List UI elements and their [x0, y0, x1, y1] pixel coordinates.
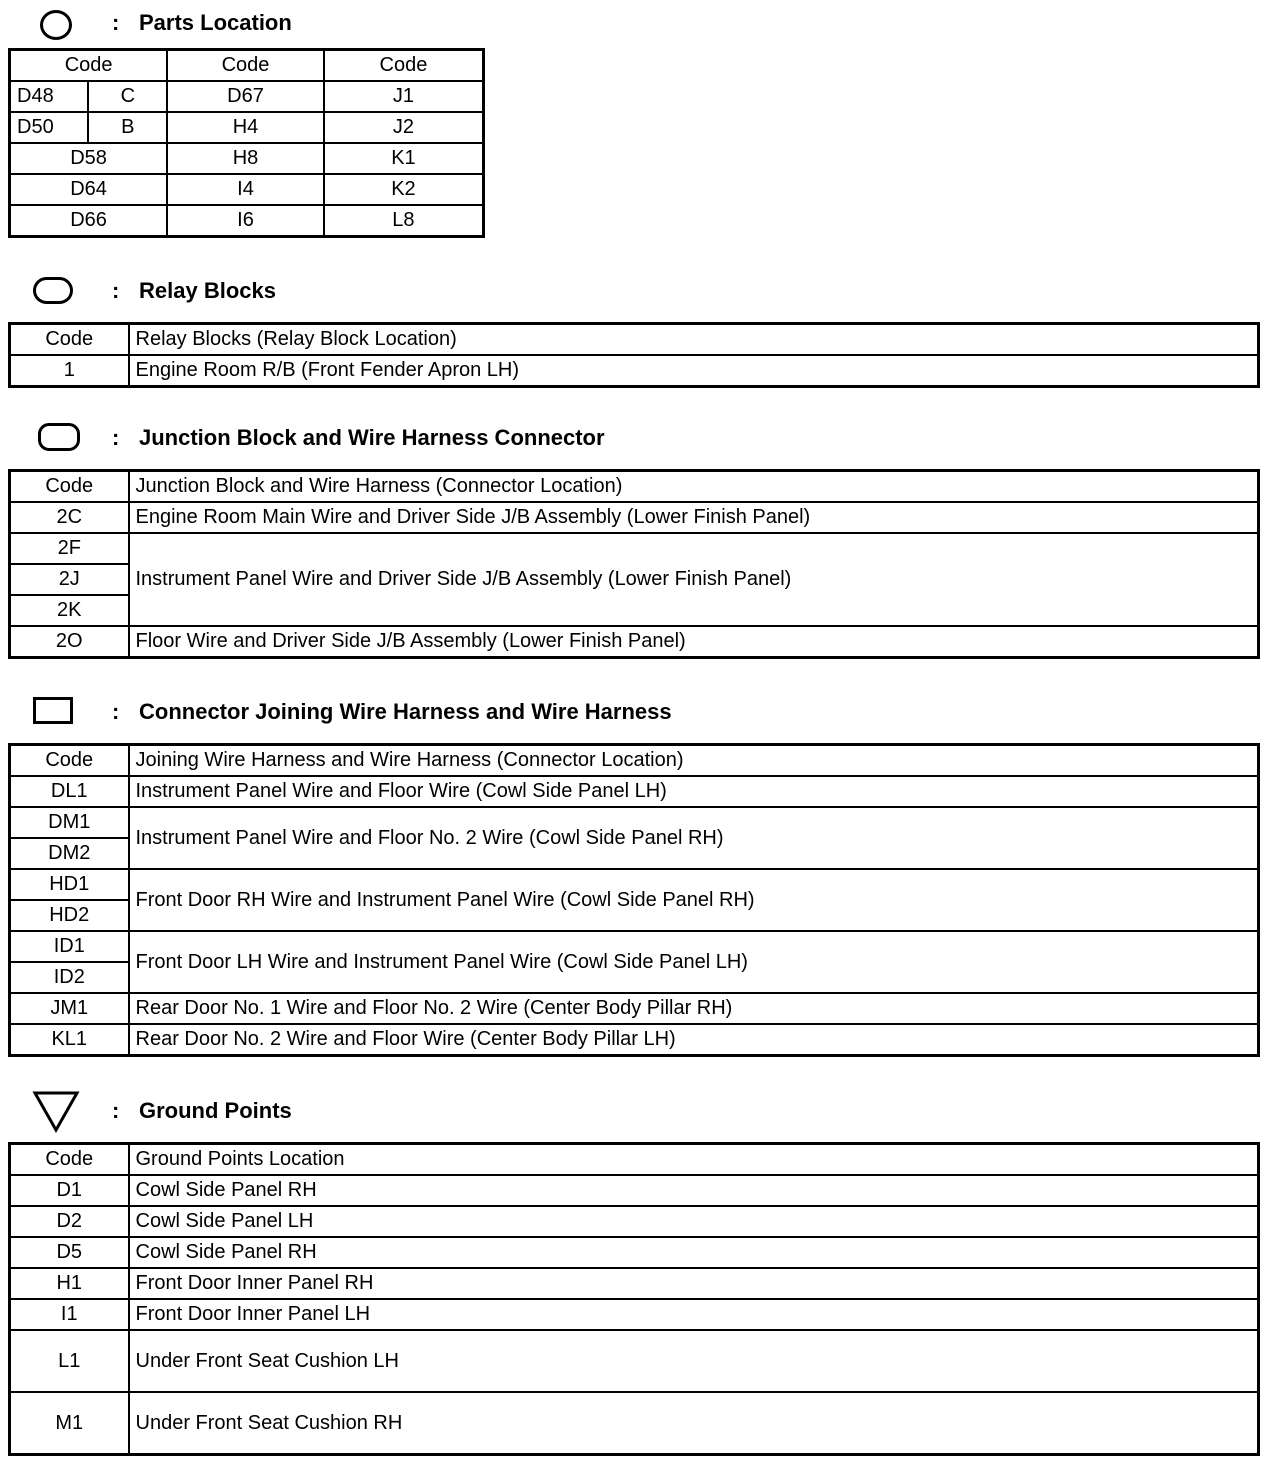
junction-block-table — [8, 469, 1260, 659]
row-code: DM2 — [10, 838, 129, 869]
table-row — [10, 993, 1259, 1024]
table-header-row — [10, 471, 1259, 503]
row-code: ID2 — [10, 962, 129, 993]
row-code: 2J — [10, 564, 129, 595]
location-header: Junction Block and Wire Harness (Connector Location) — [129, 471, 1259, 503]
row-location: Instrument Panel Wire and Driver Side J/B Assembly (Lower Finish Panel) — [129, 533, 1259, 626]
table-row — [10, 533, 1259, 564]
table-row — [10, 776, 1259, 807]
connector-joining-title: Connector Joining Wire Harness and Wire Harness — [139, 699, 672, 724]
row-code: 1 — [10, 355, 129, 387]
row-location: Instrument Panel Wire and Floor No. 2 Wire (Cowl Side Panel RH) — [129, 807, 1259, 869]
row-code: 2O — [10, 626, 129, 658]
table-header-row — [10, 1144, 1259, 1176]
row-location: Under Front Seat Cushion LH — [129, 1330, 1259, 1392]
row-location: Cowl Side Panel RH — [129, 1237, 1259, 1268]
table-row — [10, 1330, 1259, 1392]
code-header: Code — [10, 471, 129, 503]
code-header: Code — [10, 50, 168, 82]
row-location: Front Door RH Wire and Instrument Panel Wire (Cowl Side Panel RH) — [129, 869, 1259, 931]
part-code: K2 — [324, 174, 484, 205]
part-code: D48 — [10, 81, 89, 112]
part-code: D64 — [10, 174, 168, 205]
row-location: Instrument Panel Wire and Floor Wire (Cowl Side Panel LH) — [129, 776, 1259, 807]
part-code: D67 — [167, 81, 324, 112]
table-header-row — [10, 50, 484, 82]
row-code: ID1 — [10, 931, 129, 962]
parts-location-table — [8, 48, 485, 238]
table-row — [10, 355, 1259, 387]
table-row — [10, 1206, 1259, 1237]
row-code: H1 — [10, 1268, 129, 1299]
row-location: Under Front Seat Cushion RH — [129, 1392, 1259, 1455]
row-location: Cowl Side Panel LH — [129, 1206, 1259, 1237]
table-row — [10, 931, 1259, 962]
table-row — [10, 1237, 1259, 1268]
square-icon — [33, 697, 73, 724]
triangle-icon — [32, 1090, 80, 1134]
junction-block-title: Junction Block and Wire Harness Connector — [139, 425, 605, 450]
row-location: Front Door Inner Panel LH — [129, 1299, 1259, 1330]
location-header: Relay Blocks (Relay Block Location) — [129, 324, 1259, 356]
table-row — [10, 1268, 1259, 1299]
table-row — [10, 626, 1259, 658]
row-code: L1 — [10, 1330, 129, 1392]
location-header: Ground Points Location — [129, 1144, 1259, 1176]
row-location: Engine Room R/B (Front Fender Apron LH) — [129, 355, 1259, 387]
rounded-rectangle-icon — [33, 277, 73, 304]
location-header: Joining Wire Harness and Wire Harness (Connector Location) — [129, 745, 1259, 777]
ground-points-title: Ground Points — [139, 1098, 292, 1123]
table-row — [10, 205, 484, 237]
row-code: 2C — [10, 502, 129, 533]
ground-points-table — [8, 1142, 1260, 1456]
row-location: Front Door LH Wire and Instrument Panel Wire (Cowl Side Panel LH) — [129, 931, 1259, 993]
connector-joining-table — [8, 743, 1260, 1057]
row-location: Cowl Side Panel RH — [129, 1175, 1259, 1206]
table-row — [10, 143, 484, 174]
rounded-box-icon — [38, 423, 80, 451]
part-code: H4 — [167, 112, 324, 143]
row-code: 2K — [10, 595, 129, 626]
table-row — [10, 1392, 1259, 1455]
relay-blocks-table — [8, 322, 1260, 388]
part-code: D58 — [10, 143, 168, 174]
part-subcode: B — [88, 112, 167, 143]
circle-icon — [40, 10, 72, 40]
table-row — [10, 112, 484, 143]
part-code: J2 — [324, 112, 484, 143]
row-code: DL1 — [10, 776, 129, 807]
row-code: M1 — [10, 1392, 129, 1455]
table-header-row — [10, 324, 1259, 356]
parts-location-title: Parts Location — [139, 10, 292, 35]
relay-blocks-title: Relay Blocks — [139, 278, 276, 303]
code-header: Code — [10, 1144, 129, 1176]
part-code: L8 — [324, 205, 484, 237]
row-code: D2 — [10, 1206, 129, 1237]
table-row — [10, 1175, 1259, 1206]
row-location: Engine Room Main Wire and Driver Side J/B Assembly (Lower Finish Panel) — [129, 502, 1259, 533]
part-code: D50 — [10, 112, 89, 143]
table-row — [10, 869, 1259, 900]
row-location: Rear Door No. 2 Wire and Floor Wire (Center Body Pillar LH) — [129, 1024, 1259, 1056]
row-code: KL1 — [10, 1024, 129, 1056]
part-subcode: C — [88, 81, 167, 112]
table-header-row — [10, 745, 1259, 777]
row-code: D5 — [10, 1237, 129, 1268]
row-code: HD1 — [10, 869, 129, 900]
row-code: DM1 — [10, 807, 129, 838]
part-code: J1 — [324, 81, 484, 112]
code-header: Code — [324, 50, 484, 82]
row-location: Front Door Inner Panel RH — [129, 1268, 1259, 1299]
code-header: Code — [10, 745, 129, 777]
table-row — [10, 81, 484, 112]
table-row — [10, 807, 1259, 838]
table-row — [10, 174, 484, 205]
row-code: HD2 — [10, 900, 129, 931]
part-code: I6 — [167, 205, 324, 237]
row-code: JM1 — [10, 993, 129, 1024]
part-code: I4 — [167, 174, 324, 205]
row-code: I1 — [10, 1299, 129, 1330]
row-code: 2F — [10, 533, 129, 564]
table-row — [10, 1024, 1259, 1056]
table-row — [10, 502, 1259, 533]
code-header: Code — [167, 50, 324, 82]
row-location: Floor Wire and Driver Side J/B Assembly (Lower Finish Panel) — [129, 626, 1259, 658]
part-code: D66 — [10, 205, 168, 237]
code-header: Code — [10, 324, 129, 356]
part-code: K1 — [324, 143, 484, 174]
table-row — [10, 1299, 1259, 1330]
part-code: H8 — [167, 143, 324, 174]
row-code: D1 — [10, 1175, 129, 1206]
row-location: Rear Door No. 1 Wire and Floor No. 2 Wire (Center Body Pillar RH) — [129, 993, 1259, 1024]
